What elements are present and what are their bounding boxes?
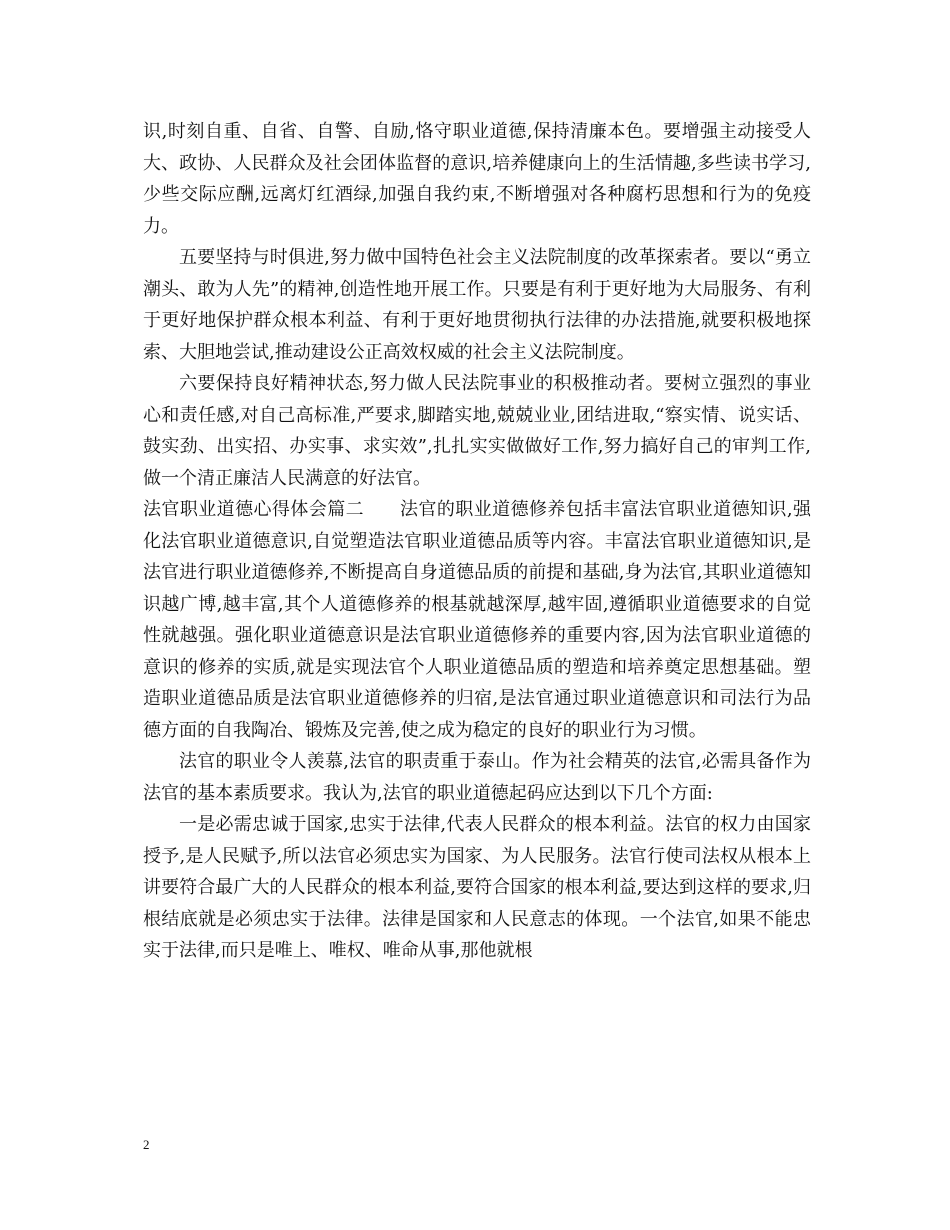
- page-number: 2: [143, 1137, 150, 1152]
- section-two-first-text: 法官的职业道德修养包括丰富法官职业道德知识,强化法官职业道德意识,自觉塑造法官职业道德品质等内容。丰富法官职业道德知识,是法官进行职业道德修养,不断提高自身道德品质的前提和基础,身为法官,其职业道德知识越广博,越丰富,其个人道德修养的根基就越深厚,越牢固,遵循职业道德要求的自觉性就越强。强化职业道德意识是法官职业道德修养的重要内容,因为法官职业道德的意识的修养的实质,就是实现法官个人职业道德品质的塑造和培养奠定思想基础。塑造职业道德品质是法官职业道德修养的归宿,是法官通过职业道德意识和司法行为品德方面的自我陶冶、锻炼及完善,使之成为稳定的良好的职业行为习惯。: [143, 499, 811, 741]
- section-two-paragraph: [143, 494, 811, 746]
- paragraph-point-six: 六要保持良好精神状态,努力做人民法院事业的积极推动者。要树立强烈的事业心和责任感,对自己高标准,严要求,脚踏实地,兢兢业业,团结进取,“察实情、说实话、鼓实劲、出实招、办实事、求实效”,扎扎实实做做好工作,努力搞好自己的审判工作,做一个清正廉洁人民满意的好法官。: [143, 373, 811, 489]
- section-title: 法官职业道德心得体会篇二: [143, 499, 365, 520]
- paragraph-continuation: 识,时刻自重、自省、自警、自励,恪守职业道德,保持清廉本色。要增强主动接受人大、政协、人民群众及社会团体监督的意识,培养健康向上的生活情趣,多些读书学习,少些交际应酬,远离灯红酒绿,加强自我约束,不断增强对各种腐朽思想和行为的免疫力。: [143, 121, 811, 237]
- paragraph-professional-requirements: 法官的职业令人羡慕,法官的职责重于泰山。作为社会精英的法官,必需具备作为法官的基本素质要求。我认为,法官的职业道德起码应达到以下几个方面:: [143, 751, 811, 804]
- paragraph-point-five: 五要坚持与时俱进,努力做中国特色社会主义法院制度的改革探索者。要以“勇立潮头、敢为人先”的精神,创造性地开展工作。只要是有利于更好地为大局服务、有利于更好地保护群众根本利益、有利于更好地贯彻执行法律的办法措施,就要积极地探索、大胆地尝试,推动建设公正高效权威的社会主义法院制度。: [143, 247, 811, 363]
- paragraph-point-one-loyalty: 一是必需忠诚于国家,忠实于法律,代表人民群众的根本利益。法官的权力由国家授予,是人民赋予,所以法官必须忠实为国家、为人民服务。法官行使司法权从根本上讲要符合最广大的人民群众的根本利益,要符合国家的根本利益,要达到这样的要求,归根结底就是必须忠实于法律。法律是国家和人民意志的体现。一个法官,如果不能忠实于法律,而只是唯上、唯权、唯命从事,那他就根: [143, 814, 811, 961]
- document-body: [143, 116, 811, 967]
